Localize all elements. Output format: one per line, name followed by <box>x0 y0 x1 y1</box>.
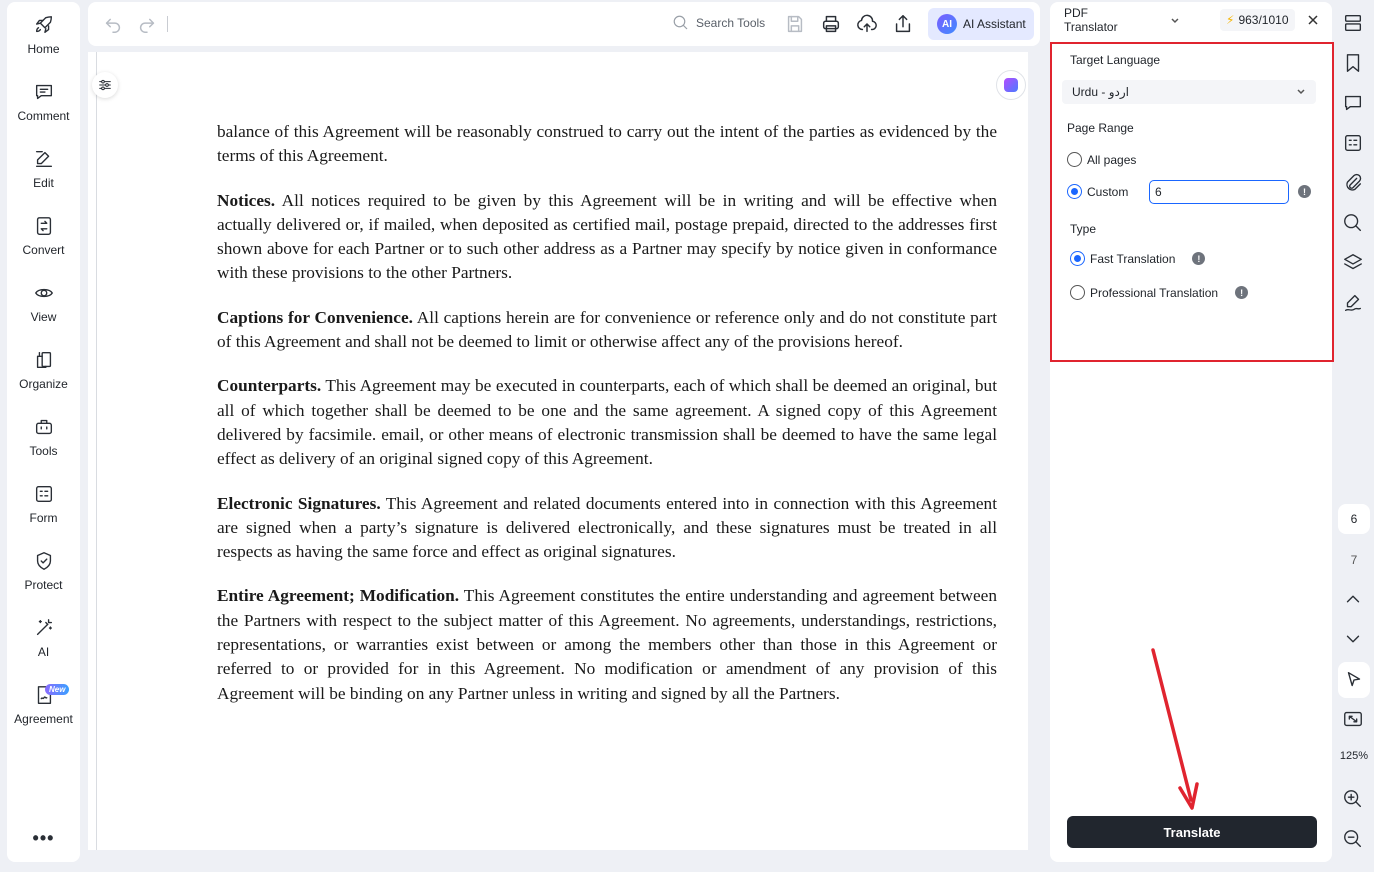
nav-organize-label: Organize <box>19 377 68 391</box>
credits-badge <box>1220 9 1295 31</box>
tool-selector-dropdown[interactable] <box>1056 8 1180 32</box>
all-pages-label: All pages <box>1087 152 1137 167</box>
close-icon <box>1305 12 1321 28</box>
fit-screen-icon <box>1342 708 1364 730</box>
paragraph-heading: Captions for Convenience. <box>217 307 413 327</box>
nav-comment-label: Comment <box>17 109 70 123</box>
document-paragraph <box>217 492 997 565</box>
paragraph-heading: Entire Agreement; Modification. <box>217 586 460 606</box>
top-toolbar <box>88 2 1040 46</box>
thumbnail-view-button[interactable] <box>1342 12 1366 36</box>
ai-sidebar-toggle-button[interactable] <box>996 70 1026 100</box>
credits-count: 963/1010 <box>1238 13 1289 27</box>
share-button[interactable] <box>892 13 914 35</box>
cursor-icon <box>1343 669 1365 691</box>
edit-icon <box>33 148 55 170</box>
comment-icon <box>33 81 55 103</box>
document-viewer[interactable] <box>88 52 1028 850</box>
search-icon <box>672 14 690 32</box>
professional-translation-label: Professional Translation <box>1090 285 1219 300</box>
zoom-in-icon <box>1342 788 1364 810</box>
redo-icon <box>136 13 158 35</box>
nav-organize[interactable] <box>7 349 80 409</box>
custom-label: Custom <box>1087 184 1129 199</box>
next-page-button[interactable] <box>1342 628 1366 652</box>
display-settings-button[interactable] <box>92 72 118 98</box>
paragraph-text: balance of this Agreement will be reasonably construed to carry out the intent of the parties as evidenced by the terms of this Agreement. <box>217 122 997 166</box>
convert-icon <box>33 215 55 237</box>
bookmarks-button[interactable] <box>1342 52 1366 76</box>
lightning-icon: ⚡ <box>1226 13 1235 27</box>
total-pages-label: 7 <box>1350 553 1358 567</box>
nav-agreement[interactable] <box>7 684 80 744</box>
nav-edit-label: Edit <box>33 176 54 190</box>
translate-button[interactable]: Translate <box>1067 816 1317 848</box>
form-icon <box>1342 132 1364 154</box>
share-icon <box>892 13 914 35</box>
nav-ai-label: AI <box>37 645 50 659</box>
layout-icon <box>1342 12 1364 34</box>
layers-icon <box>1342 252 1364 274</box>
nav-protect[interactable] <box>7 550 80 610</box>
form-fields-button[interactable] <box>1342 132 1366 156</box>
magic-wand-icon <box>33 617 55 639</box>
print-icon <box>820 13 842 35</box>
pdf-translator-panel <box>1050 2 1332 862</box>
comment-icon <box>1342 92 1364 114</box>
nav-form[interactable] <box>7 483 80 543</box>
chevron-up-icon <box>1342 588 1364 610</box>
paragraph-text: All captions herein are for convenience or reference only and do not constitute part of this Agreement and shall not be deemed to limit or otherwise affect any of the provisions hereof. <box>217 307 998 352</box>
radio-unchecked-icon <box>1070 285 1085 300</box>
radio-checked-icon <box>1067 184 1082 199</box>
all-pages-radio[interactable] <box>1067 152 1136 167</box>
panel-header <box>1050 2 1332 38</box>
shield-icon <box>33 550 55 572</box>
document-paragraph <box>217 306 997 355</box>
left-navigation <box>7 2 80 862</box>
save-button[interactable] <box>784 13 806 35</box>
form-icon <box>33 483 55 505</box>
search-tools-button[interactable] <box>672 14 765 32</box>
ai-assistant-label: AI Assistant <box>963 17 1026 31</box>
print-button[interactable] <box>820 13 842 35</box>
undo-button[interactable] <box>102 13 124 35</box>
bookmark-icon <box>1342 52 1364 74</box>
nav-convert[interactable] <box>7 215 80 275</box>
nav-protect-label: Protect <box>24 578 63 592</box>
close-panel-button[interactable] <box>1305 12 1321 28</box>
professional-translation-radio[interactable] <box>1070 285 1248 300</box>
document-paragraph <box>217 189 997 286</box>
nav-comment[interactable] <box>7 81 80 141</box>
paragraph-heading: Counterparts. <box>217 376 322 396</box>
chevron-down-icon <box>1342 628 1364 650</box>
custom-page-range-input[interactable] <box>1149 180 1289 204</box>
more-menu-button[interactable]: ••• <box>32 828 55 848</box>
paragraph-text: This Agreement may be executed in counterparts, each of which shall be deemed an original, but all of which together shall be deemed to be one and the same agreement. A signed copy of this Agreement delivered by facsimile. email, or other means of electronic transmission shall be deemed to have the same legal effect as delivery of an original signed copy of this Agreement. <box>217 376 997 469</box>
toolbox-icon <box>33 416 55 438</box>
paperclip-icon <box>1342 172 1364 194</box>
upload-cloud-button[interactable] <box>856 13 878 35</box>
undo-icon <box>102 13 124 35</box>
layers-button[interactable] <box>1342 252 1366 276</box>
nav-convert-label: Convert <box>22 243 65 257</box>
zoom-out-button[interactable] <box>1342 828 1366 852</box>
document-paragraph <box>217 374 997 471</box>
document-paragraph <box>217 584 997 705</box>
paragraph-heading: Electronic Signatures. <box>217 493 381 513</box>
previous-page-button[interactable] <box>1342 588 1366 612</box>
nav-ai[interactable] <box>7 617 80 677</box>
chevron-down-icon <box>1170 15 1180 25</box>
paragraph-text: This Agreement constitutes the entire understanding and agreement between the Partners with respect to the subject matter of this Agreement. No agreements, understandings, restrictions, representations, or warranties exist between or among the members other than those in this Agreement or referred to or provided for in this Agreement. No modification or amendment of any provision of this Agreement will be binding on any Partner unless in writing and signed by all the Partners. <box>217 586 997 703</box>
save-icon <box>784 13 806 35</box>
ai-logo-icon: AI <box>937 14 957 34</box>
zoom-out-icon <box>1342 828 1364 850</box>
fit-page-button[interactable] <box>1342 708 1366 732</box>
organize-icon <box>33 349 55 371</box>
cloud-upload-icon <box>856 13 878 35</box>
new-badge: New <box>45 684 69 695</box>
search-icon <box>1342 212 1364 234</box>
redo-button[interactable] <box>136 13 158 35</box>
custom-range-radio[interactable] <box>1067 184 1128 199</box>
target-language-label: Target Language <box>1070 53 1161 67</box>
target-language-dropdown[interactable] <box>1062 80 1316 104</box>
ai-chat-icon <box>1004 78 1018 92</box>
document-page <box>217 120 997 726</box>
custom-page-range-value: 6 <box>1155 185 1162 199</box>
nav-edit[interactable] <box>7 148 80 208</box>
nav-home[interactable] <box>7 14 80 74</box>
zoom-level[interactable]: 125% <box>1339 750 1369 762</box>
document-paragraph <box>217 120 997 169</box>
nav-view-label: View <box>30 310 57 324</box>
info-icon[interactable]: ! <box>1298 185 1311 198</box>
comments-panel-button[interactable] <box>1342 92 1366 116</box>
radio-checked-icon <box>1070 251 1085 266</box>
nav-form-label: Form <box>29 511 58 525</box>
target-language-value: Urdu - اردو <box>1072 85 1129 99</box>
pen-signature-icon <box>1342 292 1364 314</box>
page-edge <box>96 52 97 850</box>
chevron-down-icon <box>1296 85 1306 99</box>
current-page-indicator[interactable]: 6 <box>1338 504 1370 534</box>
type-label: Type <box>1070 222 1097 236</box>
fast-translation-radio[interactable] <box>1070 251 1205 266</box>
nav-view[interactable] <box>7 282 80 342</box>
search-panel-button[interactable] <box>1342 212 1366 236</box>
radio-unchecked-icon <box>1067 152 1082 167</box>
search-tools-label: Search Tools <box>696 16 766 30</box>
sliders-icon <box>97 77 113 93</box>
fast-translation-label: Fast Translation <box>1090 251 1176 266</box>
toolbar-divider <box>167 16 168 32</box>
paragraph-text: This Agreement and related documents entered into in connection with this Agreement are signed when a party’s signature is delivered electronically, and these signatures must be treated in all respects as having the same force and effect as original signatures. <box>217 493 997 562</box>
nav-tools[interactable] <box>7 416 80 476</box>
attachments-button[interactable] <box>1342 172 1366 196</box>
page-range-label: Page Range <box>1067 121 1134 135</box>
ai-assistant-button[interactable] <box>928 8 1034 40</box>
zoom-in-button[interactable] <box>1342 788 1366 812</box>
rocket-icon <box>33 14 55 36</box>
select-tool-button[interactable] <box>1338 662 1370 698</box>
info-icon[interactable]: ! <box>1235 286 1248 299</box>
eye-icon <box>33 282 55 304</box>
nav-agreement-label: Agreement <box>14 712 73 726</box>
nav-home-label: Home <box>27 42 60 56</box>
paragraph-text: All notices required to be given by this Agreement will be in writing and will be effective when actually delivered or, if mailed, when deposited as certified mail, postage prepaid, directed to the addresses first shown above for each Partner or to such other address as a Partner may specify by notice given in conformance with these provisions to the other Partners. <box>217 190 997 283</box>
tool-selector-label: PDF Translator <box>1064 6 1118 34</box>
paragraph-heading: Notices. <box>217 190 276 210</box>
signature-button[interactable] <box>1342 292 1366 316</box>
nav-tools-label: Tools <box>29 444 58 458</box>
info-icon[interactable]: ! <box>1192 252 1205 265</box>
